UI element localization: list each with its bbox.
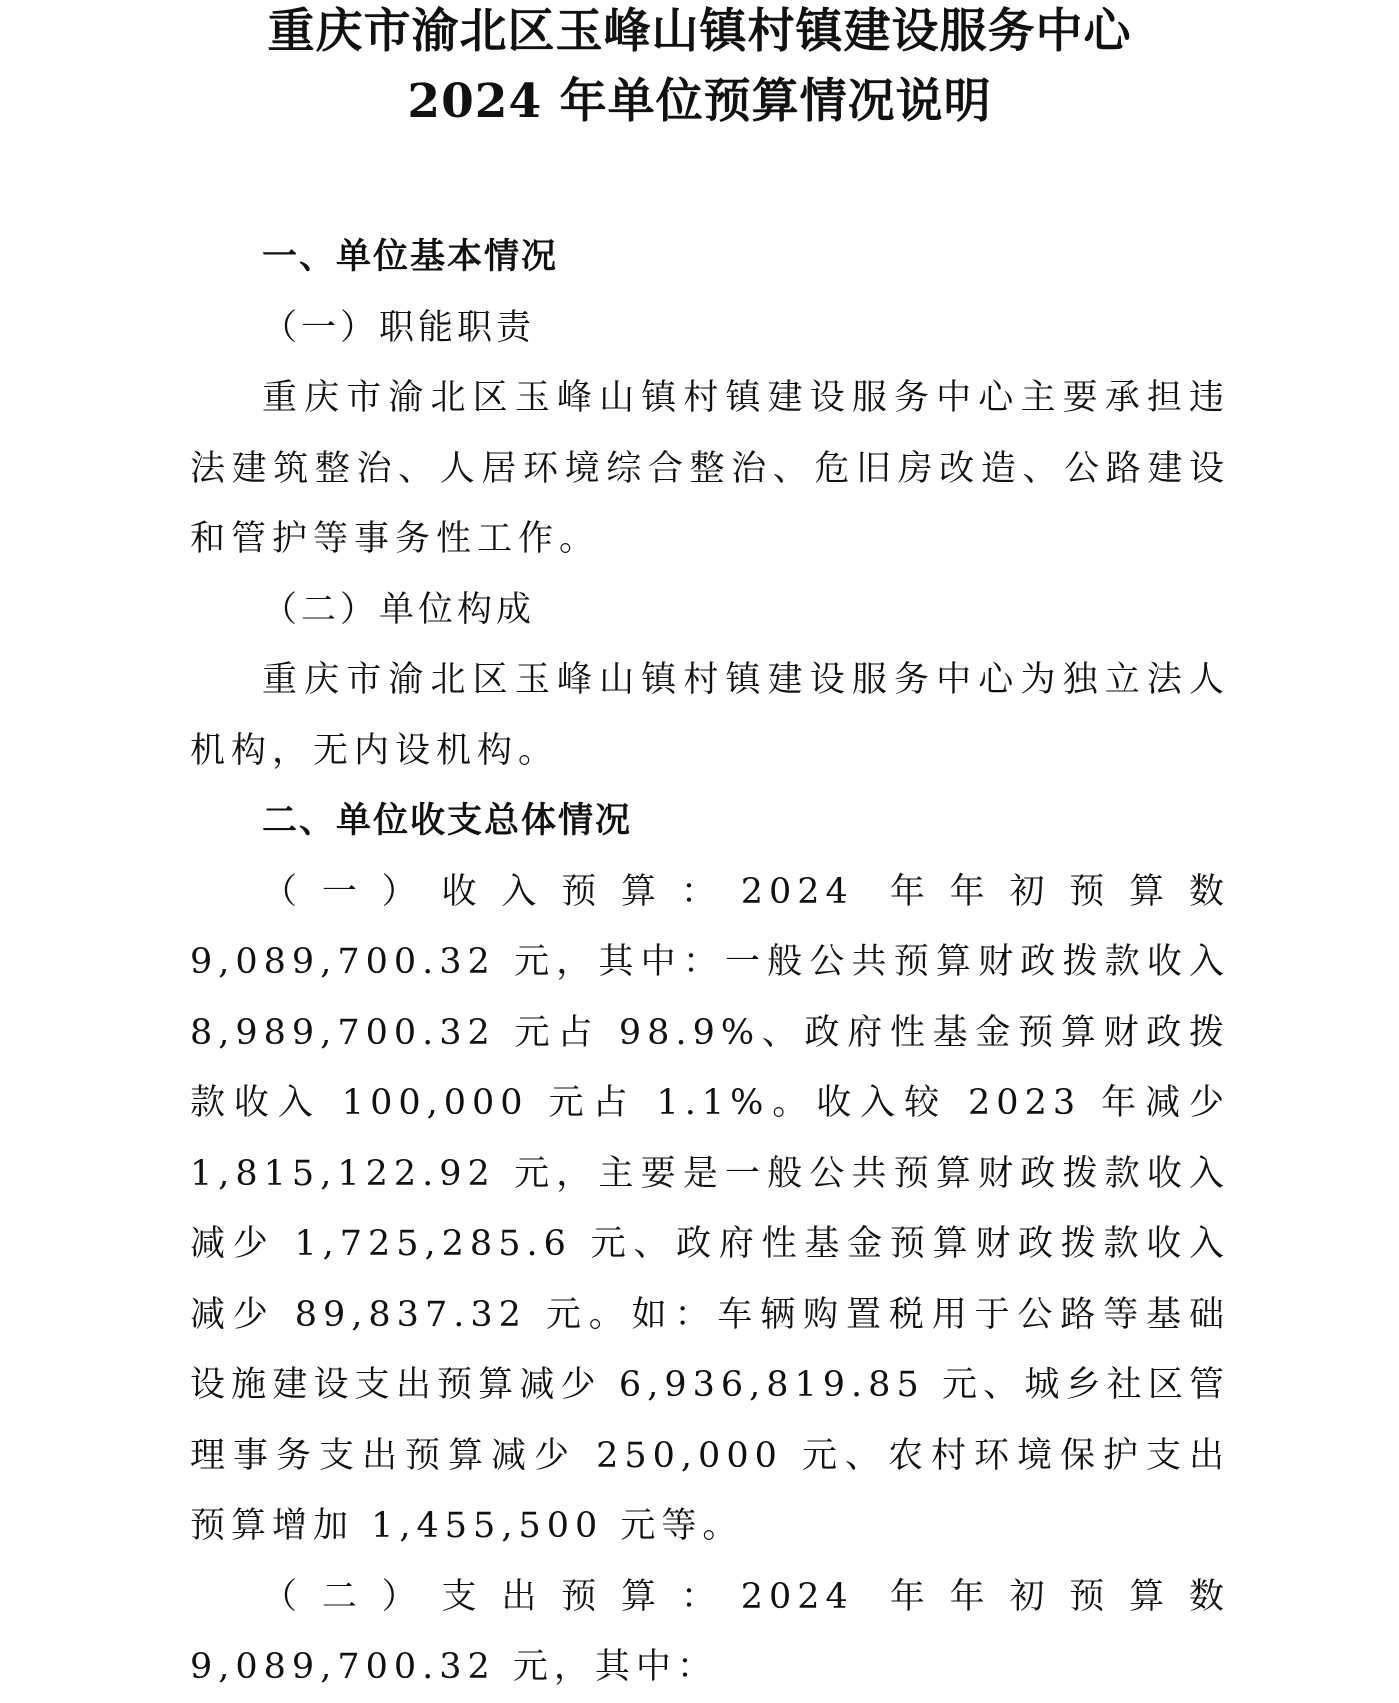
section1-paragraph-composition: 重庆市渝北区玉峰山镇村镇建设服务中心为独立法人机构，无内设机构。 (190, 660, 1230, 771)
section1-heading: 一、单位基本情况 (262, 237, 559, 277)
document-body (190, 222, 1230, 1703)
document-title-line2: 2024 年单位预算情况说明 (407, 74, 992, 129)
section2-heading: 二、单位收支总体情况 (262, 801, 633, 841)
document-title-line1: 重庆市渝北区玉峰山镇村镇建设服务中心 (267, 4, 1132, 59)
section1-paragraph-duties: 重庆市渝北区玉峰山镇村镇建设服务中心主要承担违法建筑整治、人居环境综合整治、危旧房改造、公路建设和管护等事务性工作。 (190, 378, 1230, 559)
section2-paragraph-expenditure: （二）支出预算：2024 年年初预算数 9,089,700.32 元，其中： (190, 1576, 1230, 1687)
section1-subheading-duties: （一）职能职责 (262, 307, 536, 348)
section2-paragraph-income: （一）收入预算：2024 年年初预算数 9,089,700.32 元，其中：一般公共预算财政拨款收入 8,989,700.32 元占 98.9%、政府性基金预算财政拨款收入 100,000 元占 1.1%。收入较 2023 年减少 1,815,122.92 元，主要是一般公共预算财政拨款收入减少 1,725,285.6 元、政府性基金预算财政拨款收入减少 89,837.32 元。如：车辆购置税用于公路等基础设施建设支出预算减少 6,936,819.85 元、城乡社区管理事务支出预算减少 250,000 元、农村环境保护支出预算增加 1,455,500 元等。 (190, 871, 1230, 1546)
section1-subheading-composition: （二）单位构成 (262, 589, 536, 630)
